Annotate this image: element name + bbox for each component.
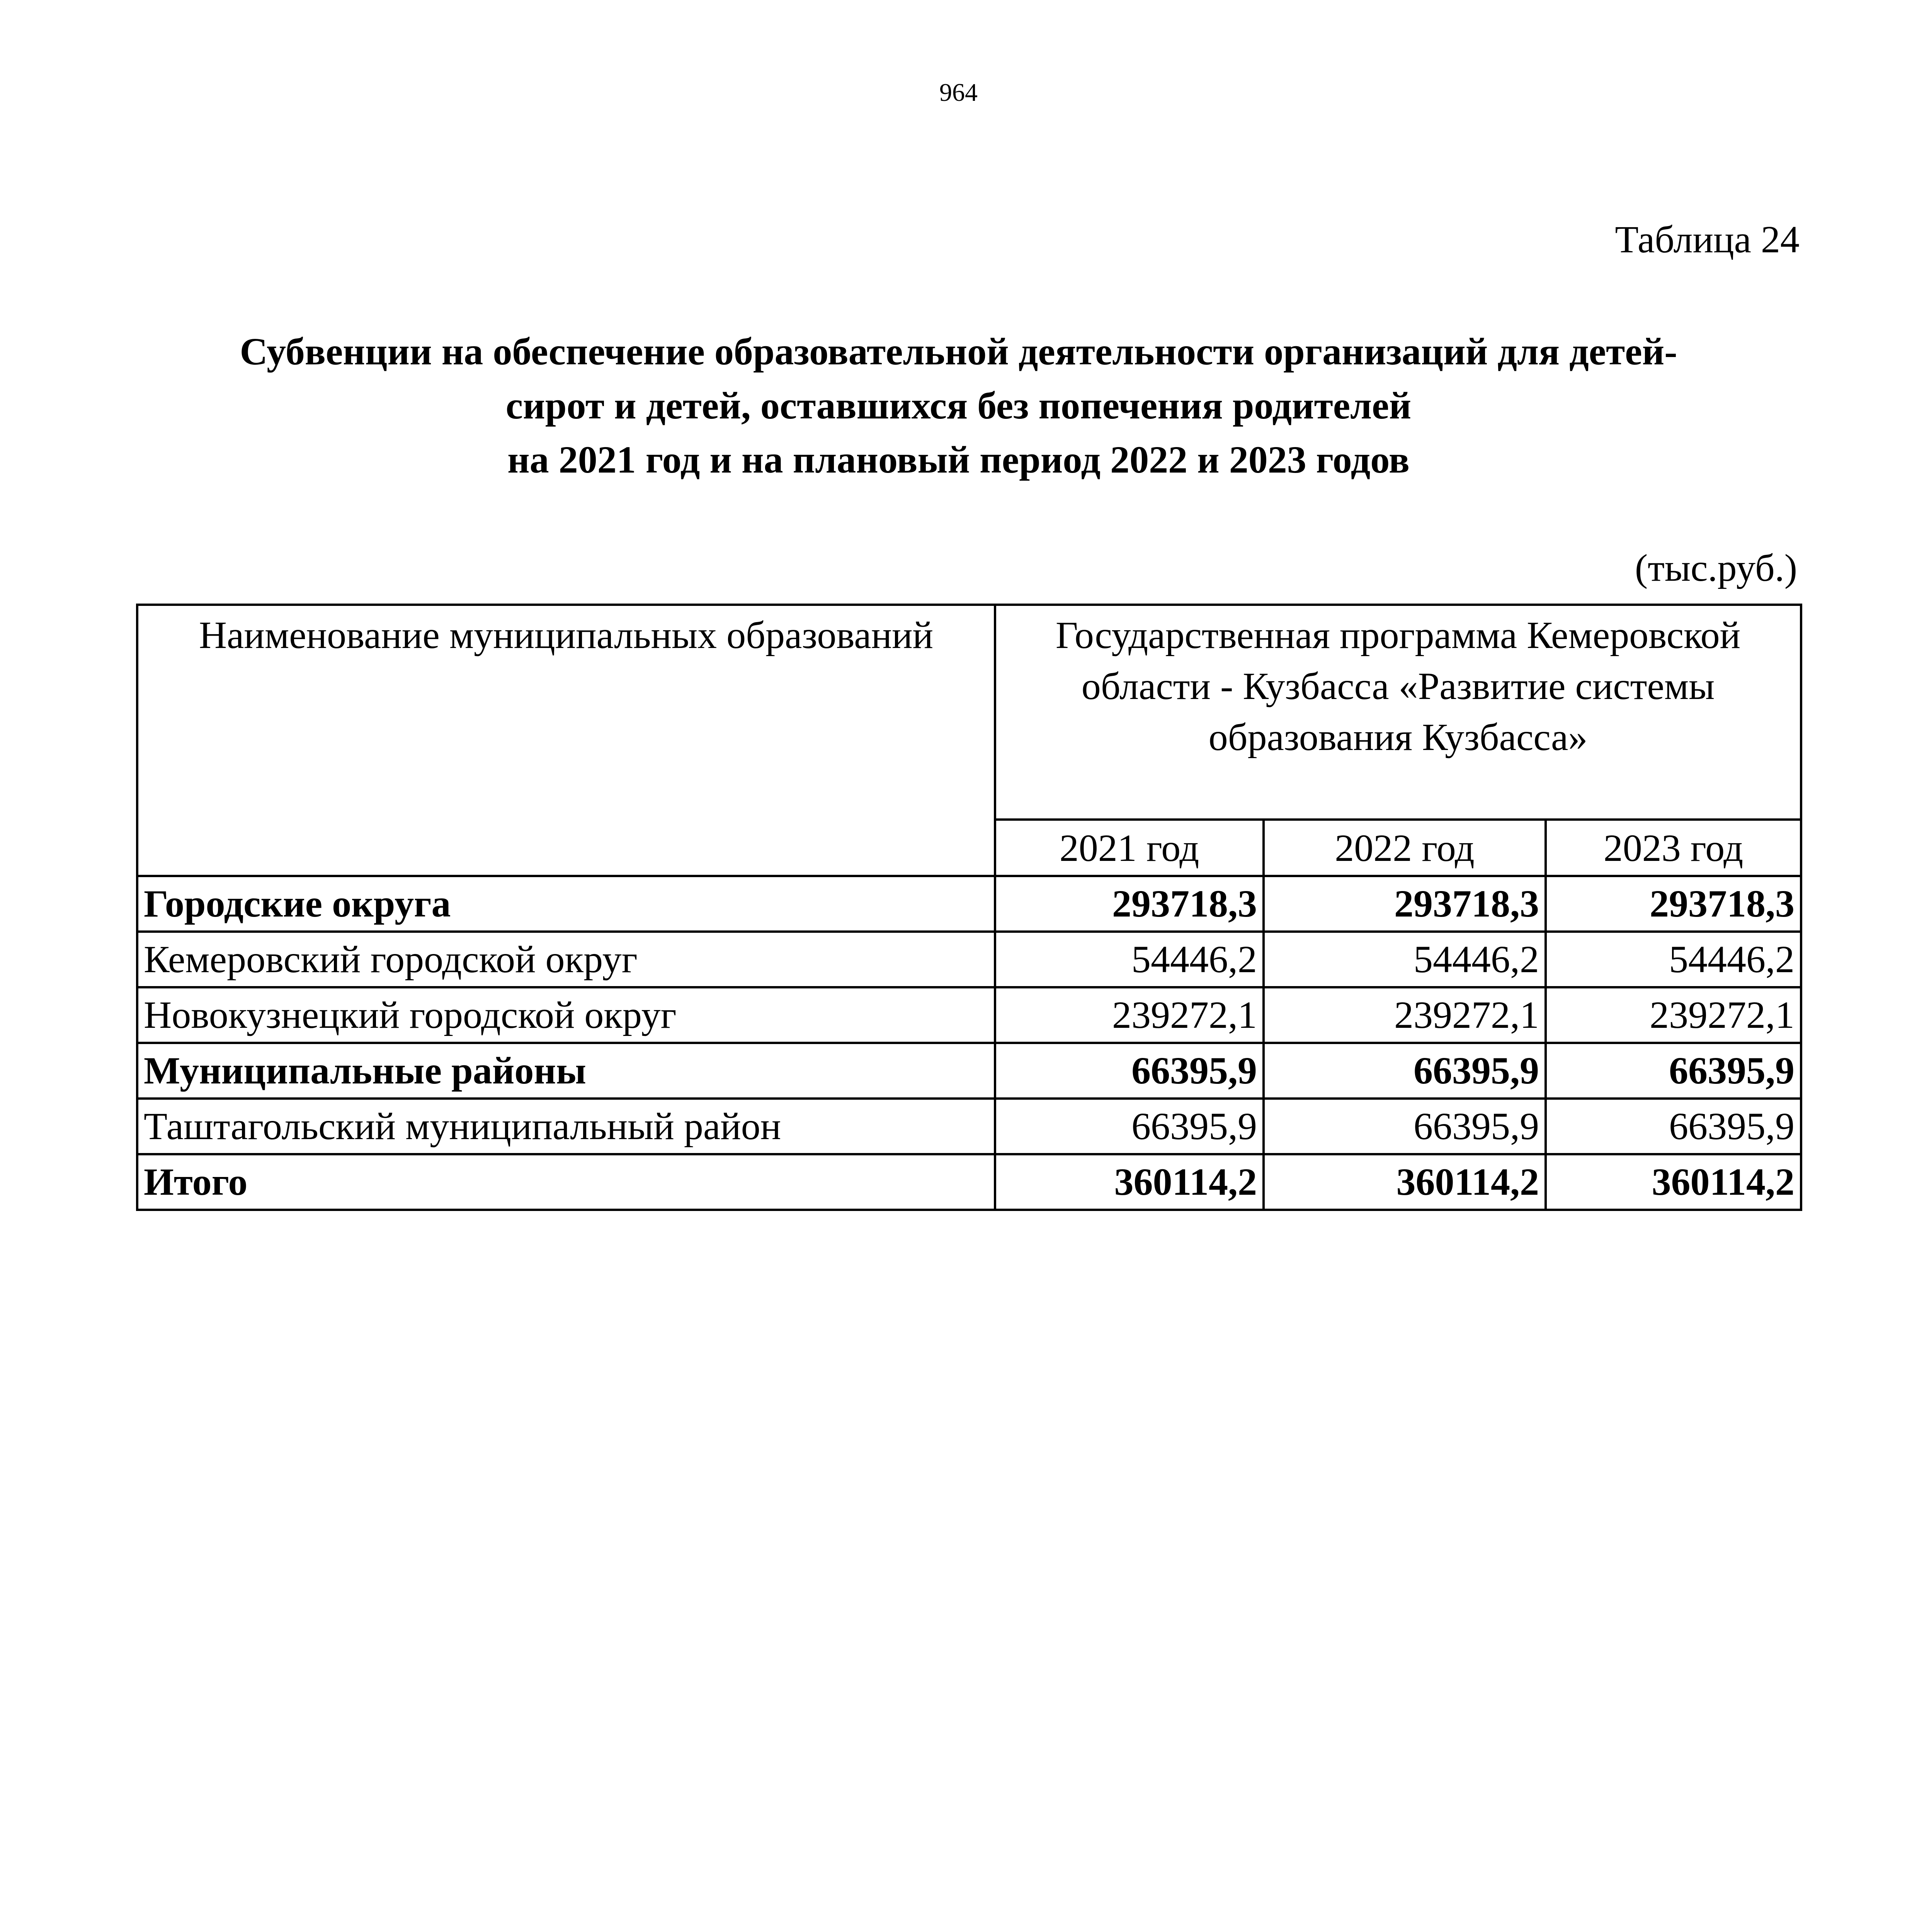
row-value: 360114,2 [1264,1154,1546,1210]
row-value: 293718,3 [1264,876,1546,932]
row-name: Новокузнецкий городской округ [137,987,995,1043]
row-value: 360114,2 [995,1154,1264,1210]
row-name: Кемеровский городской округ [137,932,995,987]
row-name: Городские округа [137,876,995,932]
units-label: (тыс.руб.) [1635,546,1797,589]
row-value: 293718,3 [995,876,1264,932]
row-value: 239272,1 [1546,987,1801,1043]
header-year-2021: 2021 год [995,820,1264,876]
row-value: 54446,2 [1546,932,1801,987]
header-year-2022: 2022 год [1264,820,1546,876]
row-name: Муниципальные районы [137,1043,995,1099]
title-line: на 2021 год и на плановый период 2022 и 2023 годов [507,438,1410,481]
row-value: 54446,2 [1264,932,1546,987]
row-value: 66395,9 [995,1043,1264,1099]
table-row [137,876,1801,932]
row-value: 239272,1 [995,987,1264,1043]
row-value: 66395,9 [1264,1043,1546,1099]
header-year-2023: 2023 год [1546,820,1801,876]
title-line: сирот и детей, оставшихся без попечения родителей [505,384,1412,427]
subsidies-table [136,604,1802,1211]
row-name: Таштагольский муниципальный район [137,1099,995,1154]
header-program-line: образования Кузбасса» [1208,716,1588,759]
page-number: 964 [939,78,978,107]
table-label: Таблица 24 [1615,218,1800,261]
row-value: 360114,2 [1546,1154,1801,1210]
row-value: 66395,9 [1546,1099,1801,1154]
table-row [137,932,1801,987]
row-value: 239272,1 [1264,987,1546,1043]
table-body [137,876,1801,1210]
table-row [137,1043,1801,1099]
header-municipality-name: Наименование муниципальных образований [137,605,995,876]
row-value: 66395,9 [1264,1099,1546,1154]
row-value: 54446,2 [995,932,1264,987]
header-program-line: Государственная программа Кемеровской [1055,614,1741,656]
header-program [995,605,1801,820]
row-value: 293718,3 [1546,876,1801,932]
row-value: 66395,9 [995,1099,1264,1154]
table-row [137,1154,1801,1210]
table-row [137,987,1801,1043]
header-program-line: области - Кузбасса «Развитие системы [1081,665,1715,707]
table-row [137,1099,1801,1154]
row-name: Итого [137,1154,995,1210]
row-value: 66395,9 [1546,1043,1801,1099]
title-line: Субвенции на обеспечение образовательной деятельности организаций для детей- [240,330,1677,373]
document-title [155,325,1762,487]
